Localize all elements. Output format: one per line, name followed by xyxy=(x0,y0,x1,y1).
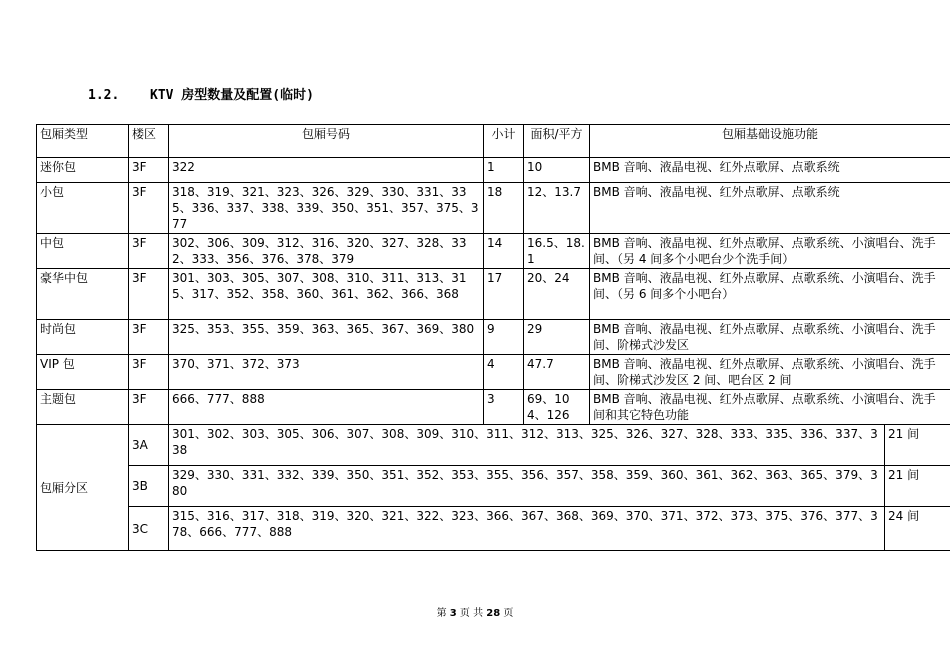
table-row xyxy=(37,183,950,234)
room-numbers: 302、306、309、312、316、320、327、328、332、333、356、376、378、379 xyxy=(169,234,484,269)
zone-id: 3C xyxy=(129,507,169,551)
room-facilities: BMB 音响、液晶电视、红外点歌屏、点歌系统、小演唱台、洗手间、（另 6 间多个小吧台） xyxy=(590,269,950,320)
footer-page-number: 3 xyxy=(449,608,457,619)
room-area: 10 xyxy=(524,158,590,183)
room-type: 豪华中包 xyxy=(37,269,129,320)
room-count: 14 xyxy=(484,234,524,269)
room-floor: 3F xyxy=(129,234,169,269)
room-type: 时尚包 xyxy=(37,320,129,355)
room-type: 中包 xyxy=(37,234,129,269)
room-area: 69、104、126 xyxy=(524,390,590,425)
zone-total: 21 间 xyxy=(885,425,950,466)
footer-suffix: 页 xyxy=(503,608,514,619)
room-numbers: 666、777、888 xyxy=(169,390,484,425)
room-area: 16.5、18.1 xyxy=(524,234,590,269)
header-cell: 小计 xyxy=(484,125,524,158)
room-type: 迷你包 xyxy=(37,158,129,183)
room-config-table xyxy=(36,124,950,551)
table-row xyxy=(37,390,950,425)
header-cell: 面积/平方 xyxy=(524,125,590,158)
header-cell: 楼区 xyxy=(129,125,169,158)
zone-numbers: 315、316、317、318、319、320、321、322、323、366、367、368、369、370、371、372、373、375、376、377、378、666、777、888 xyxy=(169,507,885,551)
room-type: 主题包 xyxy=(37,390,129,425)
table-row xyxy=(37,320,950,355)
room-count: 3 xyxy=(484,390,524,425)
room-count: 4 xyxy=(484,355,524,390)
section-title: KTV 房型数量及配置(临时) xyxy=(150,88,314,103)
room-numbers: 325、353、355、359、363、365、367、369、380 xyxy=(169,320,484,355)
table-row xyxy=(37,234,950,269)
zone-row xyxy=(37,425,950,466)
header-cell: 包厢基础设施功能 xyxy=(590,125,950,158)
room-numbers: 322 xyxy=(169,158,484,183)
table-header-row xyxy=(37,125,950,158)
footer-prefix: 第 xyxy=(436,608,447,619)
room-floor: 3F xyxy=(129,269,169,320)
room-area: 29 xyxy=(524,320,590,355)
room-facilities: BMB 音响、液晶电视、红外点歌屏、点歌系统 xyxy=(590,158,950,183)
room-numbers: 370、371、372、373 xyxy=(169,355,484,390)
section-number: 1.2. xyxy=(88,88,120,103)
room-count: 9 xyxy=(484,320,524,355)
zone-total: 24 间 xyxy=(885,507,950,551)
room-floor: 3F xyxy=(129,390,169,425)
room-floor: 3F xyxy=(129,320,169,355)
zone-numbers: 301、302、303、305、306、307、308、309、310、311、312、313、325、326、327、328、333、335、336、337、338 xyxy=(169,425,885,466)
room-numbers: 301、303、305、307、308、310、311、313、315、317、352、358、360、361、362、366、368 xyxy=(169,269,484,320)
room-facilities: BMB 音响、液晶电视、红外点歌屏、点歌系统、小演唱台、洗手间、阶梯式沙发区 xyxy=(590,320,950,355)
room-count: 17 xyxy=(484,269,524,320)
zone-total: 21 间 xyxy=(885,466,950,507)
zone-label: 包厢分区 xyxy=(37,425,129,551)
header-cell: 包厢号码 xyxy=(169,125,484,158)
room-facilities: BMB 音响、液晶电视、红外点歌屏、点歌系统、小演唱台、洗手间、阶梯式沙发区 2 间、吧台区 2 间 xyxy=(590,355,950,390)
room-facilities: BMB 音响、液晶电视、红外点歌屏、点歌系统、小演唱台、洗手间、（另 4 间多个小吧台少个洗手间） xyxy=(590,234,950,269)
room-facilities: BMB 音响、液晶电视、红外点歌屏、点歌系统、小演唱台、洗手间和其它特色功能 xyxy=(590,390,950,425)
room-type: VIP 包 xyxy=(37,355,129,390)
room-floor: 3F xyxy=(129,158,169,183)
zone-id: 3A xyxy=(129,425,169,466)
room-area: 12、13.7 xyxy=(524,183,590,234)
room-count: 18 xyxy=(484,183,524,234)
zone-row xyxy=(37,507,950,551)
footer-total-pages: 28 xyxy=(486,608,501,619)
room-area: 20、24 xyxy=(524,269,590,320)
table-row xyxy=(37,158,950,183)
room-area: 47.7 xyxy=(524,355,590,390)
table-row xyxy=(37,269,950,320)
room-count: 1 xyxy=(484,158,524,183)
zone-row xyxy=(37,466,950,507)
room-floor: 3F xyxy=(129,183,169,234)
zone-id: 3B xyxy=(129,466,169,507)
room-type: 小包 xyxy=(37,183,129,234)
footer-mid: 页 共 xyxy=(459,608,484,619)
room-floor: 3F xyxy=(129,355,169,390)
page-footer xyxy=(0,604,950,619)
section-heading xyxy=(88,84,314,103)
header-cell: 包厢类型 xyxy=(37,125,129,158)
room-facilities: BMB 音响、液晶电视、红外点歌屏、点歌系统 xyxy=(590,183,950,234)
room-numbers: 318、319、321、323、326、329、330、331、335、336、337、338、339、350、351、357、375、377 xyxy=(169,183,484,234)
table-row xyxy=(37,355,950,390)
zone-numbers: 329、330、331、332、339、350、351、352、353、355、356、357、358、359、360、361、362、363、365、379、380 xyxy=(169,466,885,507)
